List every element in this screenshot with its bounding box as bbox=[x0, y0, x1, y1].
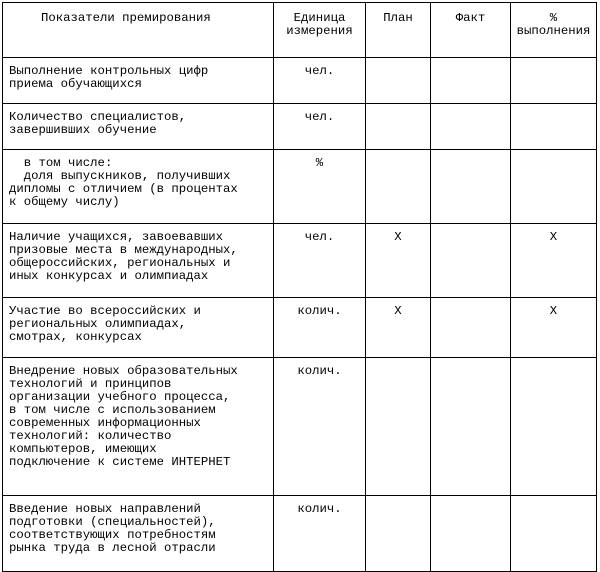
unit-cell: колич. bbox=[274, 496, 366, 572]
indicator-cell: Количество специалистов, завершивших обучение bbox=[3, 104, 274, 150]
header-plan-label: План bbox=[383, 11, 413, 25]
header-fact bbox=[431, 3, 511, 58]
fact-cell bbox=[431, 150, 511, 224]
percent-cell: X bbox=[511, 298, 597, 358]
indicator-cell: в том числе: доля выпускников, получивших дипломы с отличием (в процентах к общему числу) bbox=[3, 150, 274, 224]
fact-cell bbox=[431, 358, 511, 496]
fact-cell bbox=[431, 496, 511, 572]
table-row bbox=[3, 358, 597, 496]
unit-cell: колич. bbox=[274, 298, 366, 358]
header-plan bbox=[366, 3, 431, 58]
plan-cell: X bbox=[366, 298, 431, 358]
unit-cell: чел. bbox=[274, 58, 366, 104]
header-indicators bbox=[3, 3, 274, 58]
plan-cell: X bbox=[366, 224, 431, 298]
header-percent-line-2: выполнения bbox=[516, 24, 591, 38]
table-row bbox=[3, 298, 597, 358]
percent-cell bbox=[511, 104, 597, 150]
plan-cell bbox=[366, 496, 431, 572]
plan-cell bbox=[366, 104, 431, 150]
fact-cell bbox=[431, 224, 511, 298]
indicator-cell: Внедрение новых образовательных технологий и принципов организации учебного процесса, в том числе с использованием современных информационных технологий: количество компьютеров, имеющих подключение к системе ИНТЕРНЕТ bbox=[3, 358, 274, 496]
header-unit-line-2: измерения bbox=[286, 24, 353, 38]
indicator-cell: Выполнение контрольных цифр приема обучающихся bbox=[3, 58, 274, 104]
header-unit bbox=[274, 3, 366, 58]
plan-cell bbox=[366, 58, 431, 104]
table-row bbox=[3, 58, 597, 104]
header-indicators-label: Показатели премирования bbox=[41, 11, 211, 25]
unit-cell: % bbox=[274, 150, 366, 224]
percent-cell bbox=[511, 496, 597, 572]
table-row bbox=[3, 150, 597, 224]
indicator-cell: Введение новых направлений подготовки (специальностей), соответствующих потребностям рынка труда в лесной отрасли bbox=[3, 496, 274, 572]
fact-cell bbox=[431, 58, 511, 104]
header-row bbox=[3, 3, 597, 58]
unit-cell: чел. bbox=[274, 104, 366, 150]
unit-cell: колич. bbox=[274, 358, 366, 496]
table-row bbox=[3, 104, 597, 150]
header-percent-line-1: % bbox=[549, 11, 558, 25]
table-row bbox=[3, 496, 597, 572]
fact-cell bbox=[431, 298, 511, 358]
fact-cell bbox=[431, 104, 511, 150]
percent-cell bbox=[511, 150, 597, 224]
indicator-cell: Участие во всероссийских и региональных олимпиадах, смотрах, конкурсах bbox=[3, 298, 274, 358]
unit-cell: чел. bbox=[274, 224, 366, 298]
header-unit-line-1: Единица bbox=[293, 11, 346, 25]
plan-cell bbox=[366, 358, 431, 496]
percent-cell bbox=[511, 358, 597, 496]
header-fact-label: Факт bbox=[455, 11, 486, 25]
bonus-indicators-table bbox=[2, 2, 597, 572]
percent-cell bbox=[511, 58, 597, 104]
indicator-cell: Наличие учащихся, завоевавших призовые места в международных, общероссийских, региональных и иных конкурсах и олимпиадах bbox=[3, 224, 274, 298]
plan-cell bbox=[366, 150, 431, 224]
percent-cell: X bbox=[511, 224, 597, 298]
table-row bbox=[3, 224, 597, 298]
header-percent bbox=[511, 3, 597, 58]
